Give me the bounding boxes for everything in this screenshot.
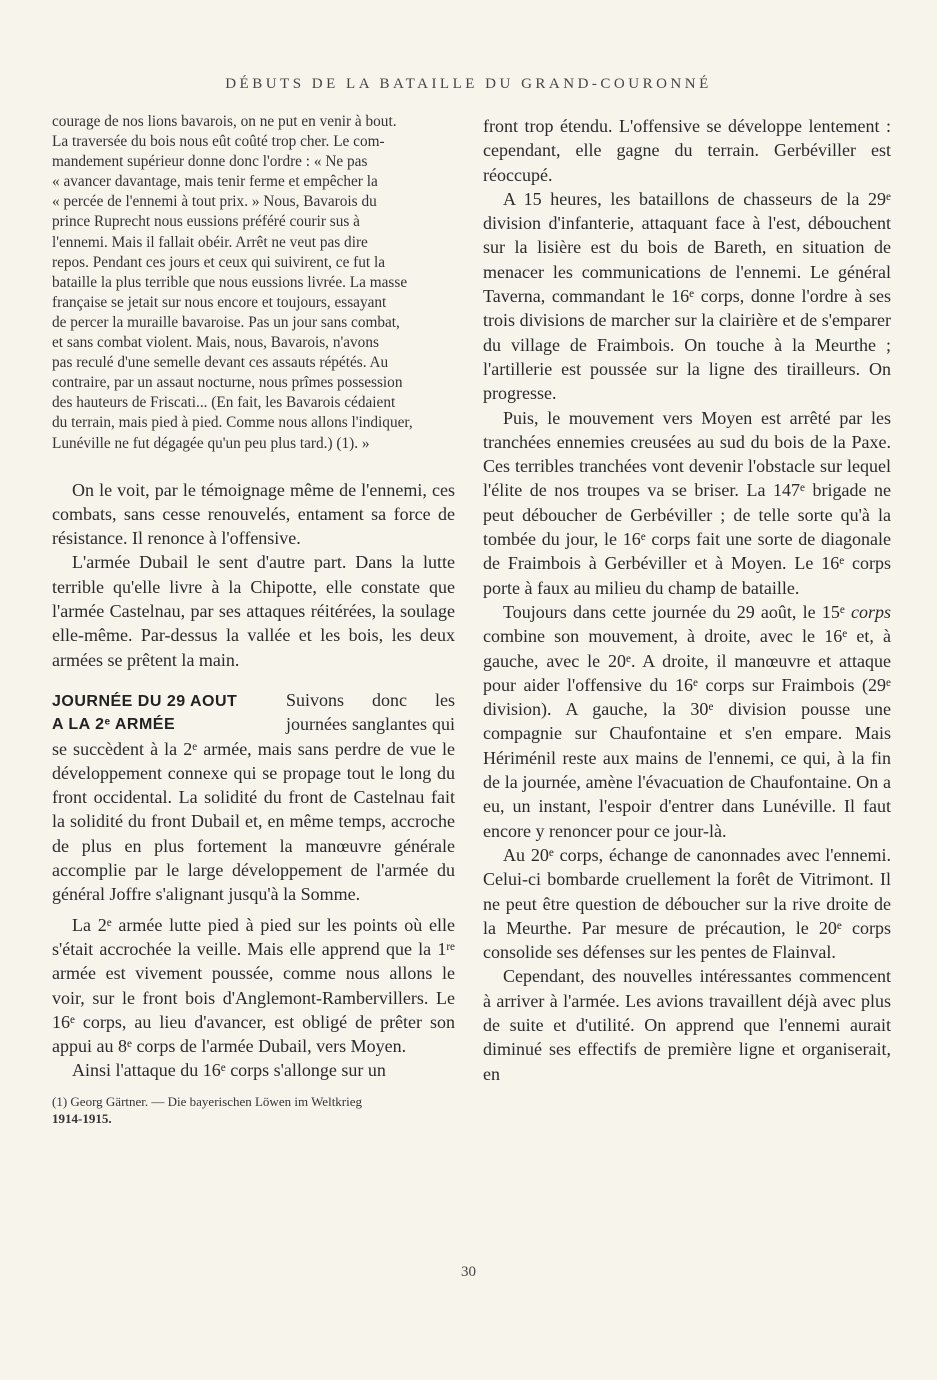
right-body [483, 114, 891, 1086]
quote-line: « avancer davantage, mais tenir ferme et empêcher la [52, 173, 378, 191]
left-column [52, 112, 455, 1127]
footnote-line: (1) Georg Gärtner. — Die bayerischen Löwen im Weltkrieg [52, 1093, 363, 1109]
left-body-2 [52, 913, 455, 1083]
section-29-aout [52, 688, 455, 907]
quote-line: bataille la plus terrible que nous eussions livrée. La masse [52, 273, 408, 291]
paragraph: Puis, le mouvement vers Moyen est arrêté par les tranchées ennemies creusées au sud du bois de la Paxe. Ces terribles tranchées vont devenir l'obstacle sur lequel l'élite de nos troupes va se briser. La 147e brigade ne peut déboucher de Gerbéviller ; de telle sorte qu'à la tombée du jour, le 16e corps fait une sorte de diagonale de Fraimbois à Gerbéviller et à Moyen. Le 16e corps porte à faux au milieu du champ de bataille. [483, 407, 891, 598]
quote-line: et sans combat violent. Mais, nous, Bavarois, n'avons [52, 334, 379, 352]
paragraph: A 15 heures, les bataillons de chasseurs de la 29e division d'infanterie, attaquant face à l'est, débouchent sur la lisière est du bois de Bareth, en situation de menacer les communications de l'ennemi. Le général Taverna, commandant le 16e corps, donne l'ordre à ses trois divisions de marcher sur la clairière et de s'emparer du village de Fraimbois. On touche à la Meurthe ; l'artillerie est poussée sur la ligne des tirailleurs. On progresse. [483, 188, 891, 404]
section-heading-line2: A LA 2e ARMÉE [52, 715, 176, 733]
block-quote [52, 112, 455, 454]
section-paragraph: Suivons donc les journées sanglantes qui se succèdent à la 2e armée, mais sans perdre de vue le développement connexe qui se propage tout le long du front occidental. La solidité du front de Castelnau fait la solidité du front Dubail et, en même temps, accroche de plus en plus fortement la manœuvre générale accomplie par le large développement de l'armée du général Joffre s'alignant jusqu'à la Somme. [52, 689, 455, 905]
paragraph: Toujours dans cette journée du 29 août, le 15e corps combine son mouvement, à droite, avec le 16e et, à gauche, avec le 20e. A droite, il manœuvre et attaque pour aider l'offensive du 16e corps sur Fraimbois (29e division). A gauche, la 30e division pousse une compagnie sur Chaufontaine et s'en empare. Mais Hériménil reste aux mains de l'ennemi, ce qui, à la fin de la journée, amène l'évacuation de Chaufontaine. On a eu, un instant, l'espoir d'entrer dans Lunéville. Il faut encore y renoncer pour ce jour-là. [483, 601, 892, 841]
right-column [483, 114, 891, 1086]
running-head: DÉBUTS DE LA BATAILLE DU GRAND-COURONNÉ [225, 76, 712, 92]
quote-line: Lunéville ne fut dégagée qu'un peu plus tard.) (1). » [52, 434, 370, 452]
left-body [52, 478, 455, 672]
quote-line: l'ennemi. Mais il fallait obéir. Arrêt ne veut pas dire [52, 233, 368, 251]
quote-line: La traversée du bois nous eût coûté trop cher. Le com- [52, 133, 385, 151]
footnote-line: 1914-1915. [52, 1110, 112, 1126]
paragraph: On le voit, par le témoignage même de l'ennemi, ces combats, sans cesse renouvelés, entament sa force de résistance. Il renonce à l'offensive. [52, 479, 455, 549]
footnote [52, 1093, 455, 1127]
paragraph: La 2e armée lutte pied à pied sur les points où elle s'était accrochée la veille. Mais elle apprend que la 1re armée est vivement poussée, comme nous allons le voir, sur le front bois d'Anglemont-Rambervillers. Le 16e corps, au lieu d'avancer, est obligé de prêter son appui au 8e corps de l'armée Dubail, vers Moyen. [52, 914, 456, 1057]
quote-line: mandement supérieur donne donc l'ordre : « Ne pas [52, 153, 368, 171]
quote-line: du terrain, mais pied à pied. Comme nous allons l'indiquer, [52, 414, 413, 432]
paragraph: Ainsi l'attaque du 16e corps s'allonge sur un [72, 1060, 386, 1081]
quote-line: pas reculé d'une semelle devant ces assauts répétés. Au [52, 354, 389, 372]
paragraph: Au 20e corps, échange de canonnades avec l'ennemi. Celui-ci bombarde cruellement la forêt de Vitrimont. Il ne peut être question de déboucher sur la rive droite de la Meurthe. Par mesure de précaution, le 20e corps consolide ses défenses sur les pentes de Flainval. [483, 844, 892, 963]
page-number: 30 [461, 1264, 476, 1280]
section-heading [52, 690, 280, 736]
section-heading-line1: JOURNÉE DU 29 AOUT [52, 692, 238, 710]
quote-line: des hauteurs de Friscati... (En fait, les Bavarois cédaient [52, 394, 396, 412]
quote-line: « percée de l'ennemi à tout prix. » Nous, Bavarois du [52, 193, 377, 211]
paragraph: Cependant, des nouvelles intéressantes commencent à arriver à l'armée. Les avions travaillent déjà avec plus de suite et d'utilité. On apprend que l'ennemi aurait diminué ses effectifs de première ligne et organiserait, en [483, 966, 891, 1084]
quote-line: de percer la muraille bavaroise. Pas un jour sans combat, [52, 313, 400, 331]
paragraph: L'armée Dubail le sent d'autre part. Dans la lutte terrible qu'elle livre à la Chipotte, elle constate que l'armée Castelnau, par ses attaques réitérées, la soulage elle-même. Par-dessus la vallée et les bois, les deux armées se prêtent la main. [52, 552, 455, 670]
quote-line: française se jetait sur nous encore et toujours, essayant [52, 293, 387, 311]
quote-line: contraire, par un assaut nocturne, nous prîmes possession [52, 374, 403, 392]
quote-line: repos. Pendant ces jours et ceux qui suivirent, ce fut la [52, 253, 386, 271]
quote-line: prince Ruprecht nous eussions préféré courir sus à [52, 213, 360, 231]
paragraph: front trop étendu. L'offensive se développe lentement : cependant, elle gagne du terrain. Gerbéviller est réoccupé. [483, 116, 891, 185]
quote-line: courage de nos lions bavarois, on ne put en venir à bout. [52, 113, 397, 130]
